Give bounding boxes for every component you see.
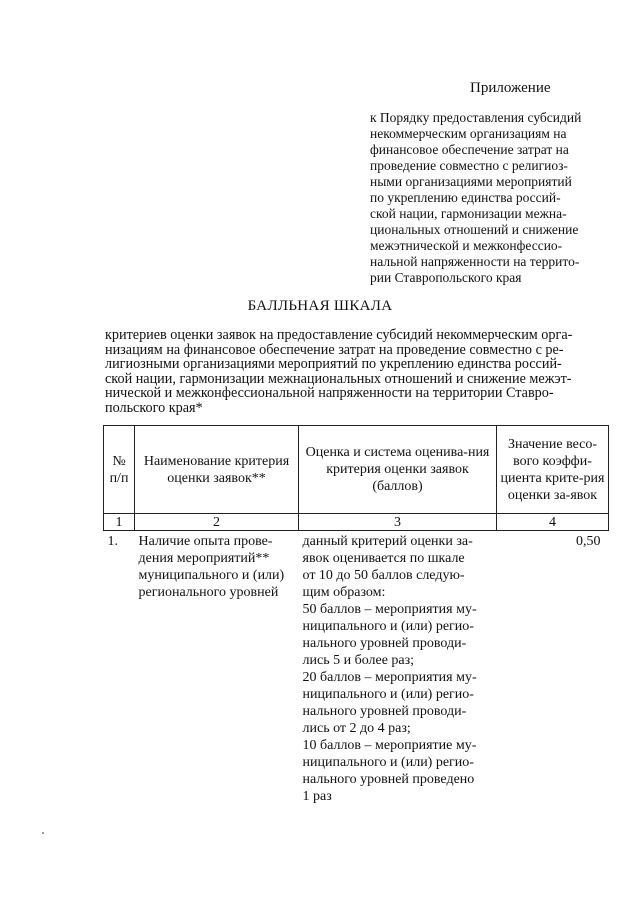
appendix-line: к Порядку предоставления субсидий [370, 110, 582, 125]
scan-speck [42, 832, 44, 834]
subtitle-line: ской нации, гармонизации межнациональных отношений и снижение межэт- [105, 370, 572, 387]
evaluation-line: нального уровней проводи- [302, 636, 467, 651]
evaluation-line: от 10 до 50 баллов следую- [302, 568, 465, 583]
subtitle-line: лигиозными организациями мероприятий по укреплению единства россий- [105, 356, 562, 373]
row-weight: 0,50 [576, 534, 601, 549]
evaluation-line: лись от 2 до 4 раз; [302, 721, 411, 736]
appendix-line: некоммерческим организациям на [370, 126, 567, 141]
header-criterion: Наименование критерия оценки заявок** [135, 426, 299, 514]
criteria-table [103, 425, 609, 805]
document-subtitle [105, 328, 607, 416]
appendix-line: финансовое обеспечение затрат на [370, 142, 569, 157]
row-evaluation [299, 531, 497, 806]
appendix-title: Приложение [470, 80, 551, 96]
appendix-line: циональных отношений и снижение [370, 222, 579, 237]
criterion-line: муниципального и (или) [138, 568, 285, 583]
evaluation-line: ниципального и (или) регио- [302, 619, 474, 634]
evaluation-line: нального уровней проведено [302, 772, 475, 787]
evaluation-line: лись 5 и более раз; [302, 653, 415, 668]
column-number: 1 [104, 514, 135, 531]
evaluation-line: ниципального и (или) регио- [302, 687, 474, 702]
subtitle-line: низациям на финансовое обеспечение затрат на проведение совместно с ре- [105, 341, 564, 358]
column-number: 2 [135, 514, 299, 531]
evaluation-line: нального уровней проводи- [302, 704, 467, 719]
appendix-line: нальной напряженности на террито- [370, 254, 580, 269]
evaluation-line: щим образом: [302, 585, 386, 600]
table-header-row [104, 426, 609, 514]
evaluation-line: ниципального и (или) регио- [302, 755, 474, 770]
appendix-line: проведение совместно с религиоз- [370, 158, 568, 173]
criterion-line: Наличие опыта прове- [138, 534, 273, 549]
evaluation-line: 50 баллов – мероприятия му- [302, 602, 477, 617]
row-number: 1. [107, 534, 118, 549]
appendix-line: по укреплению единства россий- [370, 190, 561, 205]
row-criterion [135, 531, 299, 806]
header-number: № п/п [104, 426, 135, 514]
evaluation-line: 1 раз [302, 789, 332, 804]
column-number-row [104, 514, 609, 531]
evaluation-line: данный критерий оценки за- [302, 534, 473, 549]
header-weight: Значение весо-вого коэффи-циента крите-рия оценки за-явок [497, 426, 609, 514]
appendix-reference [370, 110, 606, 286]
criterion-line: дения мероприятий** [138, 551, 270, 566]
criterion-line: регионального уровней [138, 585, 279, 600]
subtitle-line: критериев оценки заявок на предоставление субсидий некоммерческим орга- [105, 327, 573, 343]
evaluation-line: явок оценивается по шкале [302, 551, 465, 566]
subtitle-line: польского края* [105, 399, 203, 416]
column-number: 4 [497, 514, 609, 531]
appendix-line: рии Ставропольского края [370, 270, 522, 285]
appendix-line: ными организациями мероприятий [370, 174, 572, 189]
evaluation-line: 10 баллов – мероприятие му- [302, 738, 477, 753]
subtitle-line: нической и межконфессиональной напряженности на территории Ставро- [105, 385, 554, 402]
document-heading: БАЛЛЬНАЯ ШКАЛА [247, 298, 393, 314]
evaluation-line: 20 баллов – мероприятия му- [302, 670, 477, 685]
table-row [104, 531, 609, 806]
column-number: 3 [299, 514, 497, 531]
appendix-line: межэтнической и межконфессио- [370, 238, 563, 253]
appendix-line: ской нации, гармонизации межна- [370, 206, 567, 221]
header-evaluation: Оценка и система оценива-ния критерия оценки заявок (баллов) [299, 426, 497, 514]
